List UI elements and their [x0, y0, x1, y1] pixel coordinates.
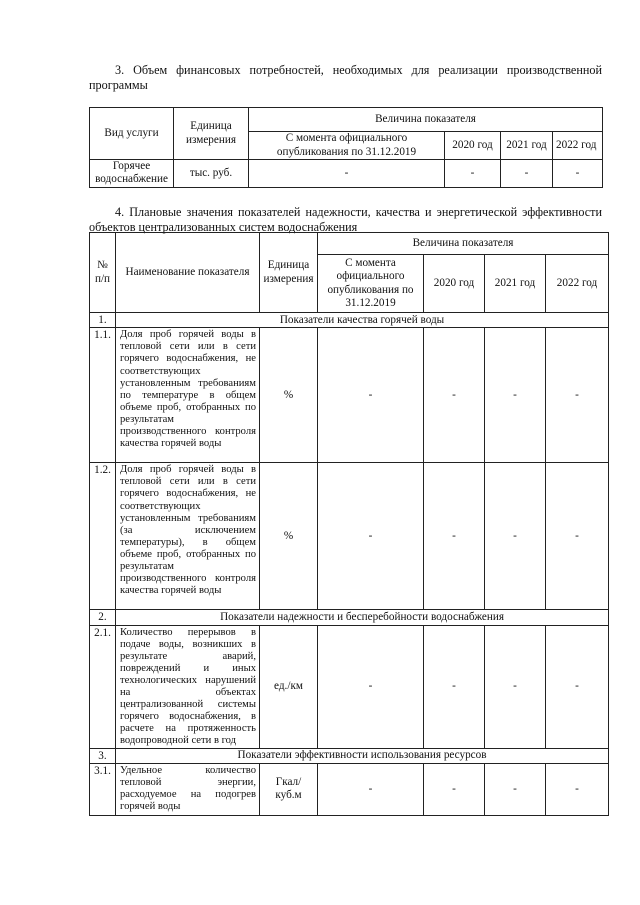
row-value-2022: -	[546, 463, 609, 610]
row-value-2022: -	[546, 328, 609, 463]
row-indicator-name: Доля проб горячей воды в тепловой сети или в сети горячего водоснабжения, не соответствующих установленным требованиям (за исключением температуры), в общем объеме проб, отобранных по результатам производственного контроля качества горячей воды	[116, 463, 260, 610]
section-3-heading: 3. Объем финансовых потребностей, необходимых для реализации производственной программы	[89, 63, 602, 92]
header-period1: С момента официального опубликования по 31.12.2019	[318, 255, 424, 313]
row-value-2020: -	[424, 328, 485, 463]
group-num: 2.	[90, 610, 116, 625]
header-2020: 2020 год	[424, 255, 485, 313]
row-num: 1.2.	[90, 463, 116, 610]
row-value-period1: -	[318, 763, 424, 815]
group-num: 1.	[90, 313, 116, 328]
header-period1: С момента официального опубликования по 31.12.2019	[249, 132, 445, 160]
indicators-table	[89, 232, 609, 816]
header-value: Величина показателя	[249, 108, 603, 132]
row-unit: ед./км	[260, 625, 318, 748]
header-unit: Единица измерения	[174, 108, 249, 160]
row-num: 3.1.	[90, 763, 116, 815]
row-value-2020: -	[424, 763, 485, 815]
row-num: 2.1.	[90, 625, 116, 748]
row-value-2022: -	[546, 763, 609, 815]
header-num: № п/п	[90, 233, 116, 313]
row-unit: Гкал/куб.м	[260, 763, 318, 815]
row-value-2020: -	[445, 160, 501, 188]
group-title: Показатели качества горячей воды	[116, 313, 609, 328]
financial-needs-table	[89, 107, 603, 188]
row-value-2021: -	[501, 160, 553, 188]
row-value-2021: -	[485, 328, 546, 463]
row-value-2021: -	[485, 763, 546, 815]
header-2022: 2022 год	[546, 255, 609, 313]
row-unit: %	[260, 328, 318, 463]
row-unit: тыс. руб.	[174, 160, 249, 188]
row-value-period1: -	[318, 625, 424, 748]
row-service: Горячее водоснабжение	[90, 160, 174, 188]
row-num: 1.1.	[90, 328, 116, 463]
group-num: 3.	[90, 748, 116, 763]
header-service: Вид услуги	[90, 108, 174, 160]
row-value-period1: -	[318, 463, 424, 610]
row-indicator-name: Количество перерывов в подаче воды, возникших в результате аварий, повреждений и иных технологических нарушений на объектах централизованной системы горячего водоснабжения, в расчете на протяженность водопроводной сети в год	[116, 625, 260, 748]
header-2020: 2020 год	[445, 132, 501, 160]
header-2021: 2021 год	[485, 255, 546, 313]
section-4-heading: 4. Плановые значения показателей надежности, качества и энергетической эффективности объектов централизованных систем водоснабжения	[89, 205, 602, 234]
header-value: Величина показателя	[318, 233, 609, 255]
row-value-2021: -	[485, 463, 546, 610]
row-value-period1: -	[249, 160, 445, 188]
group-title: Показатели надежности и бесперебойности водоснабжения	[116, 610, 609, 625]
row-value-2020: -	[424, 625, 485, 748]
row-value-2021: -	[485, 625, 546, 748]
row-indicator-name: Удельное количество тепловой энергии, расходуемое на подогрев горячей воды	[116, 763, 260, 815]
row-unit: %	[260, 463, 318, 610]
group-title: Показатели эффективности использования ресурсов	[116, 748, 609, 763]
header-2021: 2021 год	[501, 132, 553, 160]
header-unit: Единица измерения	[260, 233, 318, 313]
header-name: Наименование показателя	[116, 233, 260, 313]
row-indicator-name: Доля проб горячей воды в тепловой сети или в сети горячего водоснабжения, не соответствующих установленным требованиям по температуре в общем объеме проб, отобранных по результатам производственного контроля качества горячей воды	[116, 328, 260, 463]
row-value-2022: -	[553, 160, 603, 188]
row-value-period1: -	[318, 328, 424, 463]
header-2022: 2022 год	[553, 132, 603, 160]
row-value-2022: -	[546, 625, 609, 748]
row-value-2020: -	[424, 463, 485, 610]
